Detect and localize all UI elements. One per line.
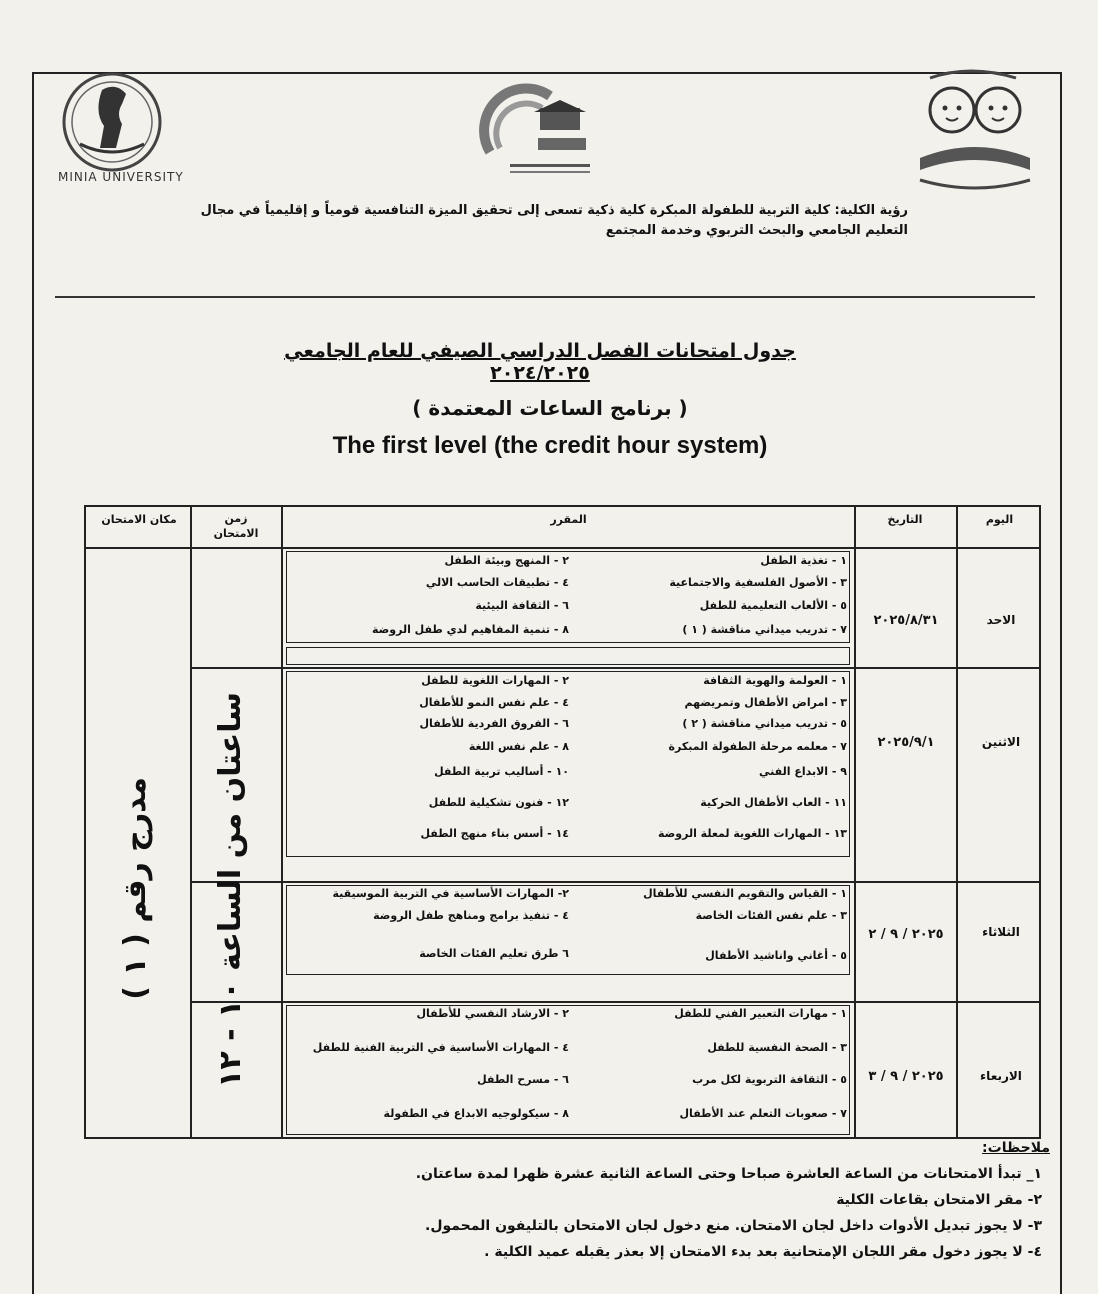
faculty-children-logo bbox=[900, 58, 1050, 198]
row-line bbox=[190, 667, 1039, 669]
header-day: اليوم bbox=[985, 513, 1014, 526]
notes-title: ملاحظات: bbox=[982, 1140, 1050, 1156]
exam-date: ٢٠٢٥/٩/١ bbox=[877, 735, 935, 750]
course-item: ٦ - مسرح الطفل bbox=[477, 1073, 569, 1086]
course-item: ٦ طرق تعليم الفئات الخاصة bbox=[419, 947, 569, 960]
course-item: ١٠ - أساليب تربية الطفل bbox=[434, 765, 569, 778]
course-item: ٥ - أغاني واناشيد الأطفال bbox=[705, 949, 847, 962]
note-item: ١_ تبدأ الامتحانات من الساعة العاشرة صباحا وحتى الساعة الثانية عشرة ظهرا لمدة ساعتان. bbox=[415, 1166, 1042, 1182]
header-course: المقرر bbox=[550, 513, 587, 526]
course-item: ٧ - تدريب ميداني مناقشة ( ١ ) bbox=[682, 623, 847, 636]
course-item: ١٤ - أسس بناء منهج الطفل bbox=[420, 827, 569, 840]
row-line bbox=[190, 881, 1039, 883]
course-item: ١١ - العاب الأطفال الحركية bbox=[700, 796, 847, 809]
course-item: ٧ - صعوبات التعلم عند الأطفال bbox=[679, 1107, 847, 1120]
day-label: الاربعاء bbox=[980, 1069, 1022, 1083]
course-item: ١٣ - المهارات اللغوية لمعلة الروضة bbox=[657, 827, 847, 840]
note-item: ٢- مقر الامتحان بقاعات الكلية bbox=[836, 1192, 1042, 1208]
course-item: ٩ - الابداع الفني bbox=[759, 765, 847, 778]
exam-place: مدرج رقم ( ١ ) bbox=[118, 777, 153, 1000]
day-label: الاحد bbox=[986, 613, 1016, 627]
exam-time: ساعتان من الساعة ١٠ - ١٢ bbox=[213, 692, 248, 1088]
course-item: ٦ - الثقافة البيئية bbox=[475, 599, 569, 612]
course-item: ٢- المهارات الأساسية في التربية الموسيقية bbox=[332, 887, 569, 900]
course-item: ٨ - تنمية المفاهيم لدي طفل الروضة bbox=[371, 623, 569, 636]
course-item: ٣ - امراض الأطفال وتمريضهم bbox=[684, 696, 847, 709]
course-item: ٢ - الارشاد النفسي للأطفال bbox=[416, 1007, 569, 1020]
course-item: ١ - القياس والتقويم النفسي للأطفال bbox=[643, 887, 847, 900]
exam-date: ٢٠٢٥ / ٩ / ٢ bbox=[868, 927, 944, 942]
header-row-line bbox=[86, 547, 1039, 549]
course-item: ٣ - الأصول الفلسفية والاجتماعية bbox=[669, 576, 847, 589]
course-item: ٥ - الألعاب التعليمية للطفل bbox=[699, 599, 847, 612]
exam-date: ٢٠٢٥ / ٩ / ٣ bbox=[868, 1069, 944, 1084]
level-subtitle: The first level (the credit hour system) bbox=[332, 432, 768, 459]
header-divider bbox=[55, 296, 1035, 298]
course-item: ٤ - تنفيذ برامج ومناهج طفل الروضة bbox=[373, 909, 569, 922]
exam-schedule-table bbox=[84, 505, 1041, 1139]
course-item: ٧ - معلمه مرحلة الطفولة المبكرة bbox=[668, 740, 847, 753]
program-subtitle: ( برنامج الساعات المعتمدة ) bbox=[412, 396, 688, 420]
course-item: ٨ - سيكولوجيه الابداع في الطفولة bbox=[383, 1107, 569, 1120]
course-item: ٤ - علم نفس النمو للأطفال bbox=[419, 696, 569, 709]
course-item: ٥ - تدريب ميداني مناقشة ( ٢ ) bbox=[682, 717, 847, 730]
course-item: ٨ - علم نفس اللغة bbox=[468, 740, 569, 753]
course-box bbox=[286, 647, 850, 665]
course-item: ١٢ - فنون تشكيلية للطفل bbox=[428, 796, 569, 809]
course-item: ١ - مهارات التعبير الفني للطفل bbox=[674, 1007, 847, 1020]
col-divider bbox=[854, 507, 856, 1137]
exam-date: ٢٠٢٥/٨/٣١ bbox=[873, 613, 939, 628]
course-item: ٢ - المهارات اللغوية للطفل bbox=[421, 674, 569, 687]
row-line bbox=[190, 1001, 1039, 1003]
col-divider bbox=[956, 507, 958, 1137]
course-item: ٣ - علم نفس الفئات الخاصة bbox=[695, 909, 847, 922]
header-date: التاريخ bbox=[887, 513, 923, 526]
header-place: مكان الامتحان bbox=[101, 513, 177, 526]
course-item: ٣ - الصحة النفسية للطفل bbox=[707, 1041, 847, 1054]
course-item: ١ - العولمة والهوية الثقافة bbox=[703, 674, 847, 687]
course-item: ٢ - المنهج وبيئة الطفل bbox=[444, 554, 569, 567]
day-label: الثلاثاء bbox=[982, 925, 1020, 939]
university-name: MINIA UNIVERSITY bbox=[58, 170, 184, 184]
day-label: الاثنين bbox=[981, 735, 1021, 749]
course-item: ٦ - الفروق الفردية للأطفال bbox=[419, 717, 569, 730]
schedule-title: جدول امتحانات الفصل الدراسي الصيفي للعام الجامعي ٢٠٢٤/٢٠٢٥ bbox=[284, 340, 796, 384]
course-item: ٤ - تطبيقات الحاسب الالي bbox=[425, 576, 569, 589]
col-divider bbox=[190, 507, 192, 1137]
col-divider bbox=[281, 507, 283, 1137]
course-item: ٥ - الثقافة التربوية لكل مرب bbox=[692, 1073, 847, 1086]
quality-unit-logo bbox=[470, 82, 610, 182]
note-item: ٣- لا يجوز تبديل الأدوات داخل لجان الامتحان. منع دخول لجان الامتحان بالتليفون المحمول. bbox=[425, 1218, 1042, 1234]
faculty-vision: رؤية الكلية: كلية التربية للطفولة المبكرة كلية ذكية تسعى إلى تحقيق الميزة التنافسية قومياً و إقليمياً في مجال التعليم الجامعي والبحث التربوي وخدمة المجتمع bbox=[200, 203, 908, 238]
course-item: ٤ - المهارات الأساسية في التربية الفنية للطفل bbox=[312, 1041, 569, 1054]
course-item: ١ - تغذية الطفل bbox=[760, 554, 847, 567]
note-item: ٤- لا يجوز دخول مقر اللجان الإمتحانية بعد بدء الامتحان إلا بعذر يقبله عميد الكلية . bbox=[484, 1244, 1042, 1260]
header-time: زمن الامتحان bbox=[213, 512, 259, 540]
